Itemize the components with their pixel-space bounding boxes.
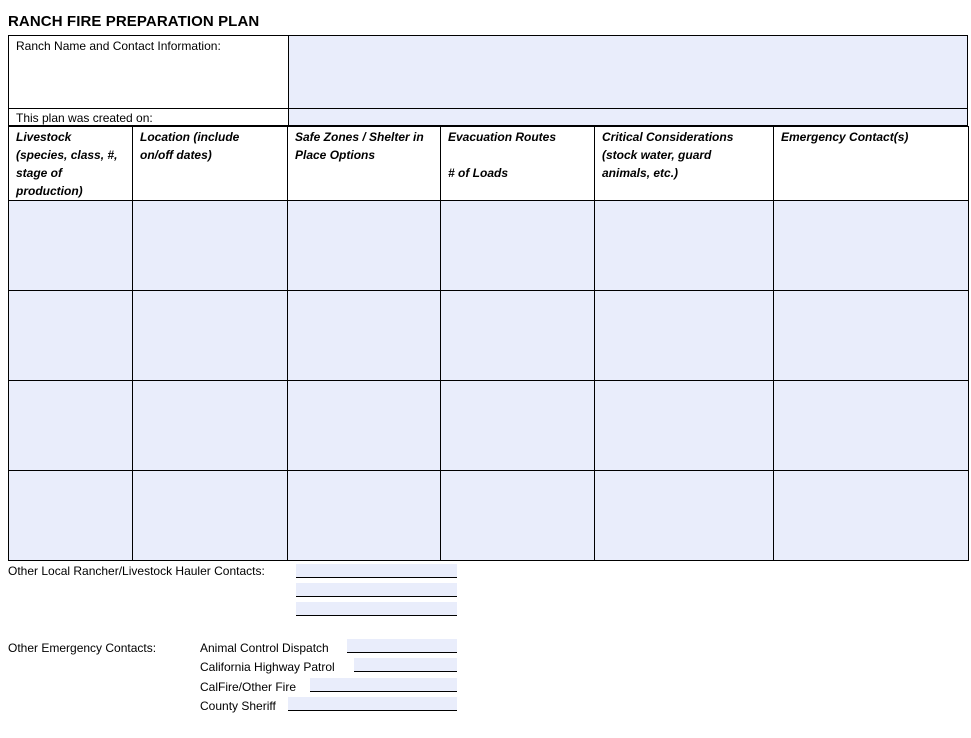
emergency-contact-cell[interactable] [774,201,969,291]
col-header-livestock: Livestock (species, class, #, stage of production) [9,127,133,201]
location-cell[interactable] [133,291,288,381]
evacuation-cell[interactable] [441,201,595,291]
chp-label: California Highway Patrol [200,660,335,674]
emergency-contact-cell[interactable] [774,291,969,381]
hauler-contact-input-2[interactable] [296,583,457,597]
calfire-label: CalFire/Other Fire [200,680,297,694]
table-row [9,471,969,561]
livestock-cell[interactable] [9,381,133,471]
evacuation-cell[interactable] [441,291,595,381]
col-header-critical-considerations: Critical Considerations (stock water, guard animals, etc.) [595,127,774,201]
col-header-safe-zones: Safe Zones / Shelter in Place Options [288,127,441,201]
created-on-label: This plan was created on: [16,111,153,125]
table-row [9,291,969,381]
sheriff-label: County Sheriff [200,699,276,713]
location-cell[interactable] [133,201,288,291]
table-row [9,381,969,471]
table-row [9,201,969,291]
livestock-cell[interactable] [9,291,133,381]
col-header-emergency-contacts: Emergency Contact(s) [774,127,969,201]
page-title: RANCH FIRE PREPARATION PLAN [8,13,260,30]
animal-control-input[interactable] [347,639,457,653]
calfire-input[interactable] [310,678,457,692]
safe-zones-cell[interactable] [288,201,441,291]
evacuation-cell[interactable] [441,471,595,561]
emergency-contacts-label: Other Emergency Contacts: [8,641,157,655]
hauler-contact-input-1[interactable] [296,564,457,578]
ranch-name-input[interactable] [289,36,967,108]
chp-input[interactable] [354,658,457,672]
livestock-cell[interactable] [9,201,133,291]
safe-zones-cell[interactable] [288,381,441,471]
location-cell[interactable] [133,381,288,471]
animal-control-label: Animal Control Dispatch [200,641,329,655]
safe-zones-cell[interactable] [288,291,441,381]
ranch-name-label: Ranch Name and Contact Information: [16,39,221,53]
critical-cell[interactable] [595,201,774,291]
location-cell[interactable] [133,471,288,561]
created-on-input[interactable] [289,109,967,125]
hauler-contacts-label: Other Local Rancher/Livestock Hauler Contacts: [8,564,265,578]
ranch-info-block [8,35,968,126]
hauler-contact-input-3[interactable] [296,602,457,616]
col-header-location: Location (include on/off dates) [133,127,288,201]
critical-cell[interactable] [595,471,774,561]
table-header-row [9,127,969,201]
critical-cell[interactable] [595,381,774,471]
emergency-contact-cell[interactable] [774,471,969,561]
livestock-plan-table [8,126,969,561]
safe-zones-cell[interactable] [288,471,441,561]
emergency-contact-cell[interactable] [774,381,969,471]
sheriff-input[interactable] [288,697,457,711]
livestock-cell[interactable] [9,471,133,561]
evacuation-cell[interactable] [441,381,595,471]
critical-cell[interactable] [595,291,774,381]
col-header-evacuation-routes: Evacuation Routes # of Loads [441,127,595,201]
